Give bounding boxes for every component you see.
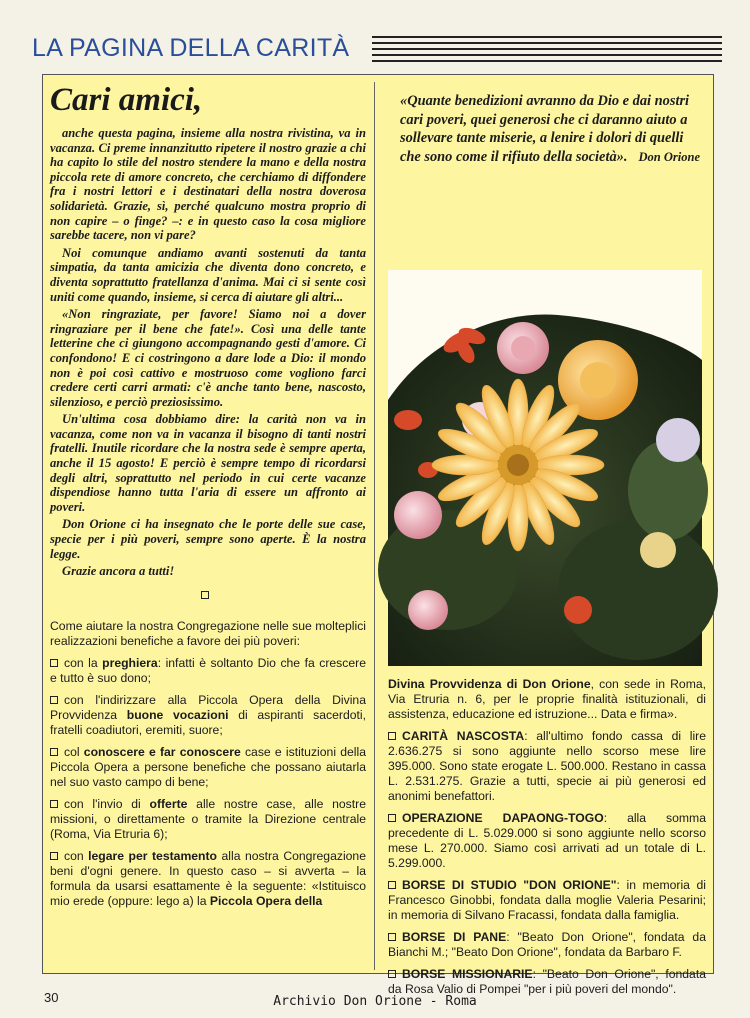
help-item-text: case e istituzioni della Piccola Opera a persone benefiche che possano aiutarla nel suo vasto campo di bene; [50, 744, 366, 789]
help-item-text: con [64, 848, 89, 863]
fund-text: : "Beato Don Orione", fondata da Bianchi M.; "Beato Don Orione", fondata da Barbaro F. [388, 930, 706, 959]
page-number: 30 [44, 990, 59, 1005]
letter-paragraph: anche questa pagina, insieme alla nostra rivistina, va in vacanza. Ci preme innanzitutto ripetere il nostro grazie a chi ha capito lo stile del nostro stendere la mano e della nostra piccola rete di amore concreto, che cerchiamo di diffondere fra i nostri lettori e i destinatari della nostra doverosa solidarietà. Grazie, sì, perché qualcuno mostra proprio di non capire – o finge? –: e in questo caso la cosa migliore sarebbe tacere, non vi pare? [50, 126, 366, 243]
fund-text: : alla somma precedente di L. 5.029.000 si sono aggiunte nello scorso mese L. 270.000. Siamo così arrivati ad un totale di L. 5.299.000. [388, 811, 706, 870]
right-column [388, 80, 708, 996]
square-bullet-icon [388, 732, 396, 740]
help-item [50, 797, 366, 842]
help-item [50, 745, 366, 790]
testament-heir-name: Divina Provvidenza di Don Orione [388, 677, 591, 691]
square-bullet-icon [50, 800, 58, 808]
end-of-letter-mark [50, 587, 366, 605]
help-item-keyword: preghiera [102, 655, 158, 670]
letter-paragraph: «Non ringraziate, per favore! Siamo noi a dover ringraziare per il bene che fate!». Così una delle tante letterine che ci giungono accompagnando gesti d'amore. Ci confondono! E ci costringono a dare lode a Dio: il mondo non è poi così cattivo e mostruoso come vogliono farci credere certi carri armati: c'è anche tanto bene, nascosto, silenzioso, e perciò preziosissimo. [50, 307, 366, 409]
fund-text: : all'ultimo fondo cassa di lire 2.636.275 si sono aggiunte nello scorso mese lire 395.000. Sono state erogate L. 500.000. Restano in cassa L. 2.531.275. Grazie a tutti, specie ai più generosi ed anonimi benefattori. [388, 729, 707, 803]
testament-continuation [388, 677, 706, 722]
testament-formula-text: , con sede in Roma, Via Etruria n. 6, per le proprie finalità istituzionali, di assistenza, educazione ed istruzione... Data e firma». [388, 677, 707, 721]
help-item [50, 656, 366, 686]
help-item-text: alle nostre case, alle nostre missioni, o direttamente o tramite la Direzione centrale (Roma, Via Etruria 6); [50, 796, 366, 841]
don-orione-quote [400, 92, 700, 166]
help-item-text: col [64, 744, 84, 759]
fund-title: OPERAZIONE DAPAONG-TOGO [402, 811, 604, 825]
help-item-text: con l'invio di [64, 796, 150, 811]
square-bullet-icon [50, 696, 58, 704]
flower-photo [388, 270, 702, 666]
square-bullet-icon [388, 881, 396, 889]
fund-item [388, 878, 706, 923]
letter-paragraph: Don Orione ci ha insegnato che le porte delle sue case, specie per i più poveri, sempre sono aperte. È la nostra legge. [50, 517, 366, 561]
fund-title: BORSE MISSIONARIE [402, 967, 533, 981]
fund-title: BORSE DI STUDIO "DON ORIONE" [402, 878, 617, 892]
help-item-text: : infatti è soltanto Dio che fa crescere e tutto è suo dono; [50, 655, 366, 685]
left-column [50, 80, 366, 970]
help-item [50, 849, 366, 909]
help-item-text: alla nostra Congregazione beni d'ogni genere. In questo caso – si avverta – la formula da usarsi esattamente è la seguente: «Istituisco mio erede (oppure: lego a) la [50, 848, 366, 908]
archive-footer: Archivio Don Orione - Roma [273, 994, 477, 1009]
help-item-text: di aspiranti sacerdoti, fratelli coadiutori, eremiti, suore; [50, 707, 366, 737]
letter-closing: Grazie ancora a tutti! [62, 564, 175, 579]
help-section [50, 619, 366, 909]
help-item-keyword: legare per testamento [88, 848, 218, 863]
letter-greeting: Cari amici, [50, 82, 203, 118]
square-bullet-icon [50, 852, 58, 860]
help-item-text: con la [64, 655, 103, 670]
help-item-keyword: buone vocazioni [126, 707, 229, 722]
letter-paragraph: Noi comunque andiamo avanti sostenuti da tanta simpatia, da tanta amicizia che diventa dono concreto, e diventa soprattutto fratellanza d'anima. Mai ci si sente così uniti come quando, insieme, si cerca di aiutare gli altri... [50, 245, 366, 304]
header-rules-decoration [372, 36, 722, 62]
letter-body [50, 126, 366, 579]
square-bullet-icon [388, 970, 396, 978]
square-bullet-icon [388, 933, 396, 941]
fund-text: : in memoria di Francesco Ginobbi, fondata dalla moglie Valeria Pesarini; in memoria di Silvano Fracassi, fondata dalla famiglia. [388, 878, 706, 922]
help-intro: Come aiutare la nostra Congregazione nelle sue molteplici realizzazioni benefiche a favore dei più poveri: [50, 618, 366, 648]
page-header [32, 30, 722, 70]
page-title: LA PAGINA DELLA CARITÀ [32, 34, 350, 62]
help-item-keyword: conoscere e far conoscere [83, 744, 241, 759]
help-item-text: con l'indirizzare alla Piccola Opera della Divina Provvidenza [50, 692, 366, 722]
column-divider [374, 82, 375, 970]
quote-text: «Quante benedizioni avranno da Dio e dai nostri cari poveri, quei generosi che ci daranno aiuto a sollevare tante miserie, a lenire i dolori di quelli che sono come il rifiuto della società». [400, 93, 690, 165]
fund-title: CARITÀ NASCOSTA [402, 729, 525, 743]
square-bullet-icon [388, 814, 396, 822]
quote-author: Don Orione [638, 149, 700, 164]
flower-bouquet-image [388, 270, 702, 666]
letter-paragraph: Un'ultima cosa dobbiamo dire: la carità non va in vacanza, come non va in vacanza il bisogno di tanti nostri fratelli. Inutile ricordare che la nostra sede è sempre aperta, anche il 15 agosto! E perciò è sempre tempo di ricordarsi degli altri, soprattutto nel periodo in cui certe vacanze dispendiose hanno tutta l'aria di essere un affronto ai poveri. [50, 412, 366, 514]
donations-section [388, 677, 706, 1004]
fund-item [388, 811, 706, 871]
help-item-keyword: offerte [149, 796, 188, 811]
square-bullet-icon [50, 748, 58, 756]
fund-item [388, 729, 706, 804]
help-item-keyword: Piccola Opera della [209, 893, 323, 908]
square-bullet-icon [201, 591, 209, 599]
fund-text: : "Beato Don Orione", fondata da Rosa Valio di Pompei "per i più poveri del mondo". [388, 967, 706, 996]
fund-title: BORSE DI PANE [402, 930, 507, 944]
fund-item [388, 930, 706, 960]
help-item [50, 693, 366, 738]
fund-item [388, 967, 706, 997]
square-bullet-icon [50, 659, 58, 667]
